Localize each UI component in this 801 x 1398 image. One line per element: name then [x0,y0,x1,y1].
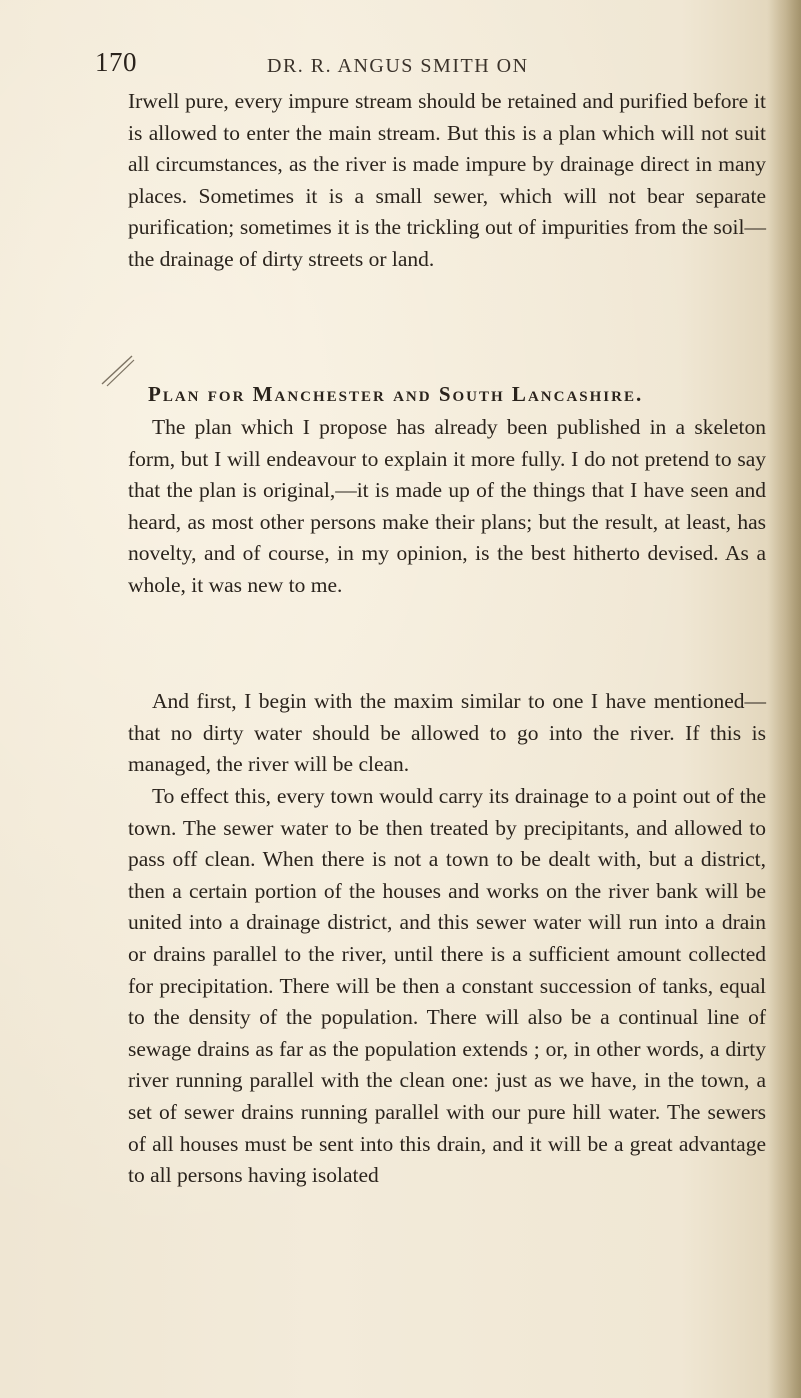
section-heading: Plan for Manchester and South Lancashire. [148,382,644,406]
page-header [95,47,755,87]
paragraph-drainage: To effect this, every town would carry its drainage to a point out of the town. The sewer water to be then treated by precipitants, and allowed to pass off clean. When there is not a town to be dealt with, but a district, then a certain portion of the houses and works on the river bank will be united into a drainage district, and this sewer water will run into a drain or drains parallel to the river, until there is a sufficient amount collected for precipitation. There will be then a constant succession of tanks, equal to the density of the population. There will also be a continual line of sewage drains as far as the population extends ; or, in other words, a dirty river running parallel with the clean one: just as we have, in the town, a set of sewer drains running parallel with our pure hill water. The sewers of all houses must be sent into this drain, and it will be a great advantage to all persons having isolated [128,784,766,1188]
page-number: 170 [95,47,137,77]
running-head: DR. R. ANGUS SMITH ON [267,55,529,77]
paragraph-plan: The plan which I propose has already been published in a skeleton form, but I will endeavour to explain it more fully. I do not pretend to say that the plan is original,—it is made up of the things that I have seen and heard, as most other persons make their plans; but the result, at least, has novelty, and of course, in my opinion, is the best hitherto devised. As a whole, it was new to me. [128,415,766,597]
paragraph-continued: Irwell pure, every impure stream should be retained and purified before it is allowed to enter the main stream. But this is a plan which will not suit all circumstances, as the river is made impure by drainage direct in many places. Sometimes it is a small sewer, which will not bear separate purification; sometimes it is the trickling out of impurities from the soil—the drainage of dirty streets or land. [128,89,766,271]
pencil-mark-icon [98,350,138,390]
paragraph-maxim: And first, I begin with the maxim similar to one I have mentioned—that no dirty water should be allowed to go into the river. If this is managed, the river will be clean. [128,689,766,777]
page-edge-shadow [767,0,801,1398]
